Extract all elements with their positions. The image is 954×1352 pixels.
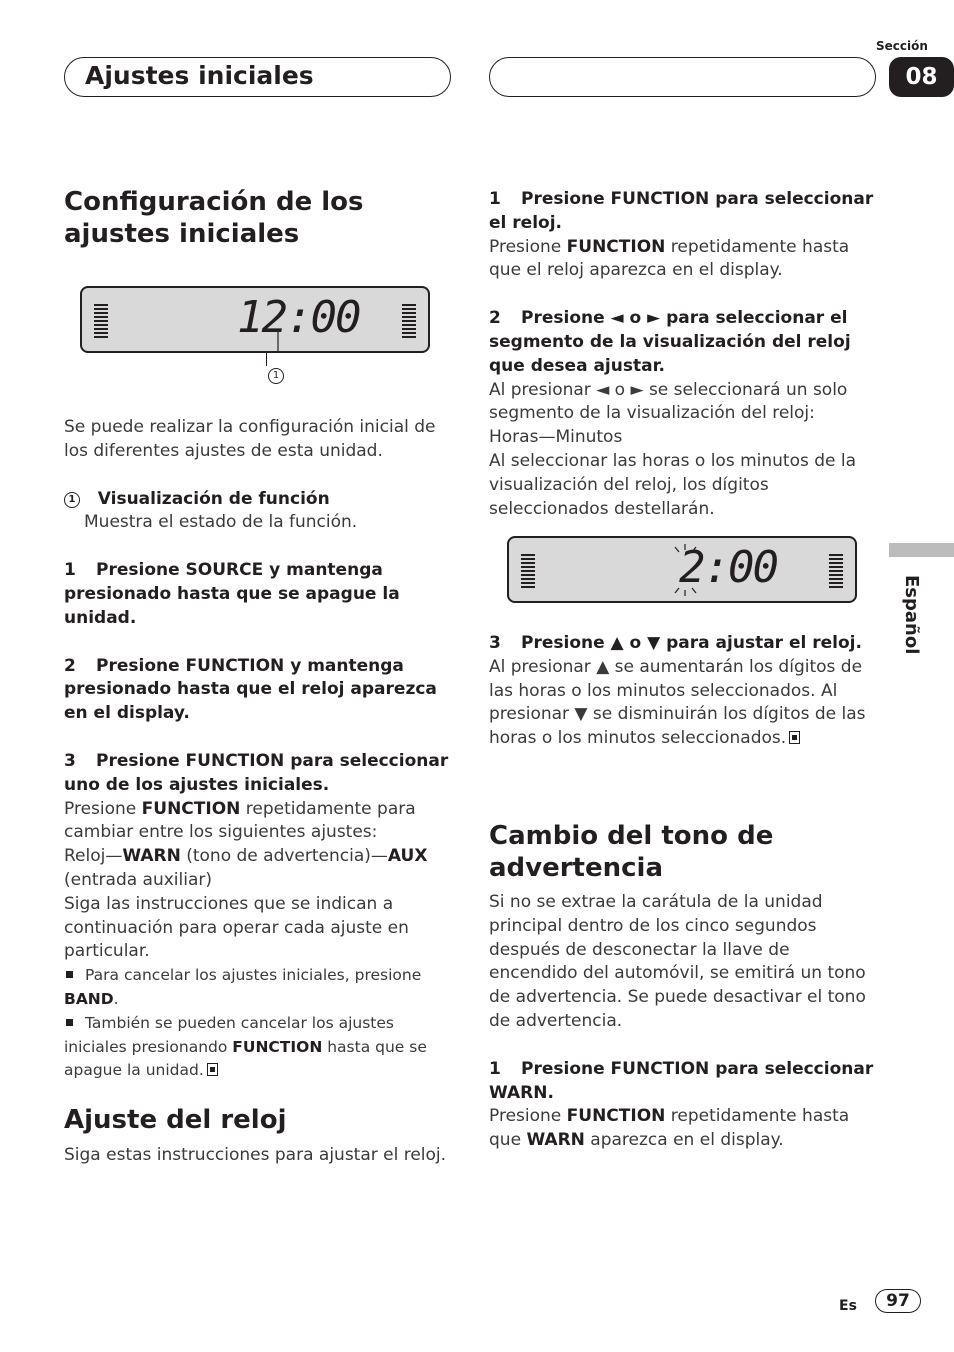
step-number: 1	[489, 189, 501, 209]
side-tab-bar	[889, 543, 954, 557]
step-3-body-1: Presione FUNCTION repetidamente para cambiar entre los siguientes ajustes:	[64, 798, 416, 843]
side-tab-language: Español	[901, 575, 922, 655]
note-bullet-1: Para cancelar los ajustes iniciales, presione BAND.	[64, 966, 422, 1008]
heading-clock-adjust: Ajuste del reloj	[64, 1105, 287, 1135]
clock-display-illustration	[507, 536, 857, 603]
step-1-text: Presione SOURCE y mantenga presionado hasta que se apague la unidad.	[64, 560, 400, 628]
step-2-text: Presione FUNCTION y mantenga presionado hasta que el reloj aparezca en el display.	[64, 655, 437, 724]
heading-warning-tone: Cambio del tono de advertencia	[489, 821, 774, 883]
callout-number: 1	[64, 492, 80, 508]
end-mark-icon	[207, 1063, 218, 1076]
warning-intro: Si no se extrae la carátula de la unidad principal dentro de los cinco segundos después de desconectar la llave de encendido del automóvil, se emitirá un tono de advertencia. Se puede desactivar el tono de advertencia.	[489, 892, 866, 1031]
warn-step-1-text: Presione FUNCTION para seleccionar WARN.	[489, 1058, 874, 1103]
step-3-text: Presione FUNCTION para seleccionar uno de los ajustes iniciales.	[64, 750, 449, 795]
step-number: 1	[64, 560, 76, 581]
bullet-icon	[66, 971, 73, 978]
page-header-title: Ajustes iniciales	[85, 61, 314, 90]
clock-step-3-text: Presione ▲ o ▼ para ajustar el reloj.	[521, 633, 862, 653]
page-number: 97	[875, 1289, 921, 1313]
clock-step-2-body-1: Al presionar ◄ o ► se seleccionará un solo segmento de la visualización del reloj:	[489, 379, 848, 424]
clock-step-2-text: Presione ◄ o ► para seleccionar el segmento de la visualización del reloj que desea ajustar.	[489, 308, 851, 376]
display-clock-2: 2:00	[679, 542, 777, 593]
note-bullet-2: También se pueden cancelar los ajustes iniciales presionando FUNCTION hasta que se apague la unidad.	[64, 1013, 427, 1080]
step-number: 2	[64, 655, 76, 676]
step-number: 3	[489, 633, 501, 653]
warn-step-1-body: Presione FUNCTION repetidamente hasta que WARN aparezca en el display.	[489, 1106, 850, 1151]
end-mark-icon	[789, 731, 800, 744]
callout-title: Visualización de función	[97, 488, 330, 509]
step-number: 3	[64, 750, 76, 771]
clock-step-2-body-3: Al seleccionar las horas o los minutos de la visualización del reloj, los dígitos seleccionados destellarán.	[489, 450, 857, 519]
header-title-box	[64, 57, 451, 97]
heading-initial-settings: Configuración de los ajustes iniciales	[64, 187, 364, 249]
clock-step-1-body: Presione FUNCTION repetidamente hasta que el reloj aparezca en el display.	[489, 236, 850, 281]
step-3-body-2: Reloj—WARN (tono de advertencia)—AUX (entrada auxiliar)	[64, 846, 428, 890]
section-label: Sección	[876, 39, 928, 53]
bullet-icon	[66, 1019, 73, 1026]
clock-intro: Siga estas instrucciones para ajustar el reloj.	[64, 1145, 447, 1165]
step-number: 2	[489, 308, 501, 329]
right-column-mid	[489, 632, 875, 751]
function-display-illustration	[80, 286, 430, 353]
clock-step-1-text: Presione FUNCTION para seleccionar el reloj.	[489, 189, 874, 233]
clock-step-3-body: Al presionar ▲ se aumentarán los dígitos de las horas o los minutos seleccionados. Al presionar ▼ se disminuirán los dígitos de las horas o los minutos seleccionados.	[489, 656, 866, 749]
callout-line	[266, 352, 267, 366]
callout-description: Muestra el estado de la función.	[84, 512, 358, 533]
right-column-top	[489, 188, 875, 521]
step-number: 1	[489, 1058, 501, 1079]
callout-marker-1: 1	[268, 368, 284, 384]
header-empty-box	[489, 57, 876, 97]
clock-step-2-body-2: Horas—Minutos	[489, 427, 623, 448]
intro-paragraph: Se puede realizar la configuración inicial de los diferentes ajustes de esta unidad.	[64, 417, 436, 461]
right-column-bottom	[489, 891, 875, 1153]
section-number-badge: 08	[889, 57, 954, 97]
display-clock-1: 12:00	[237, 292, 360, 343]
footer-language: Es	[839, 1298, 857, 1314]
left-column-text	[64, 416, 452, 1083]
step-3-body-3: Siga las instrucciones que se indican a continuación para operar cada ajuste en particular.	[64, 893, 409, 962]
